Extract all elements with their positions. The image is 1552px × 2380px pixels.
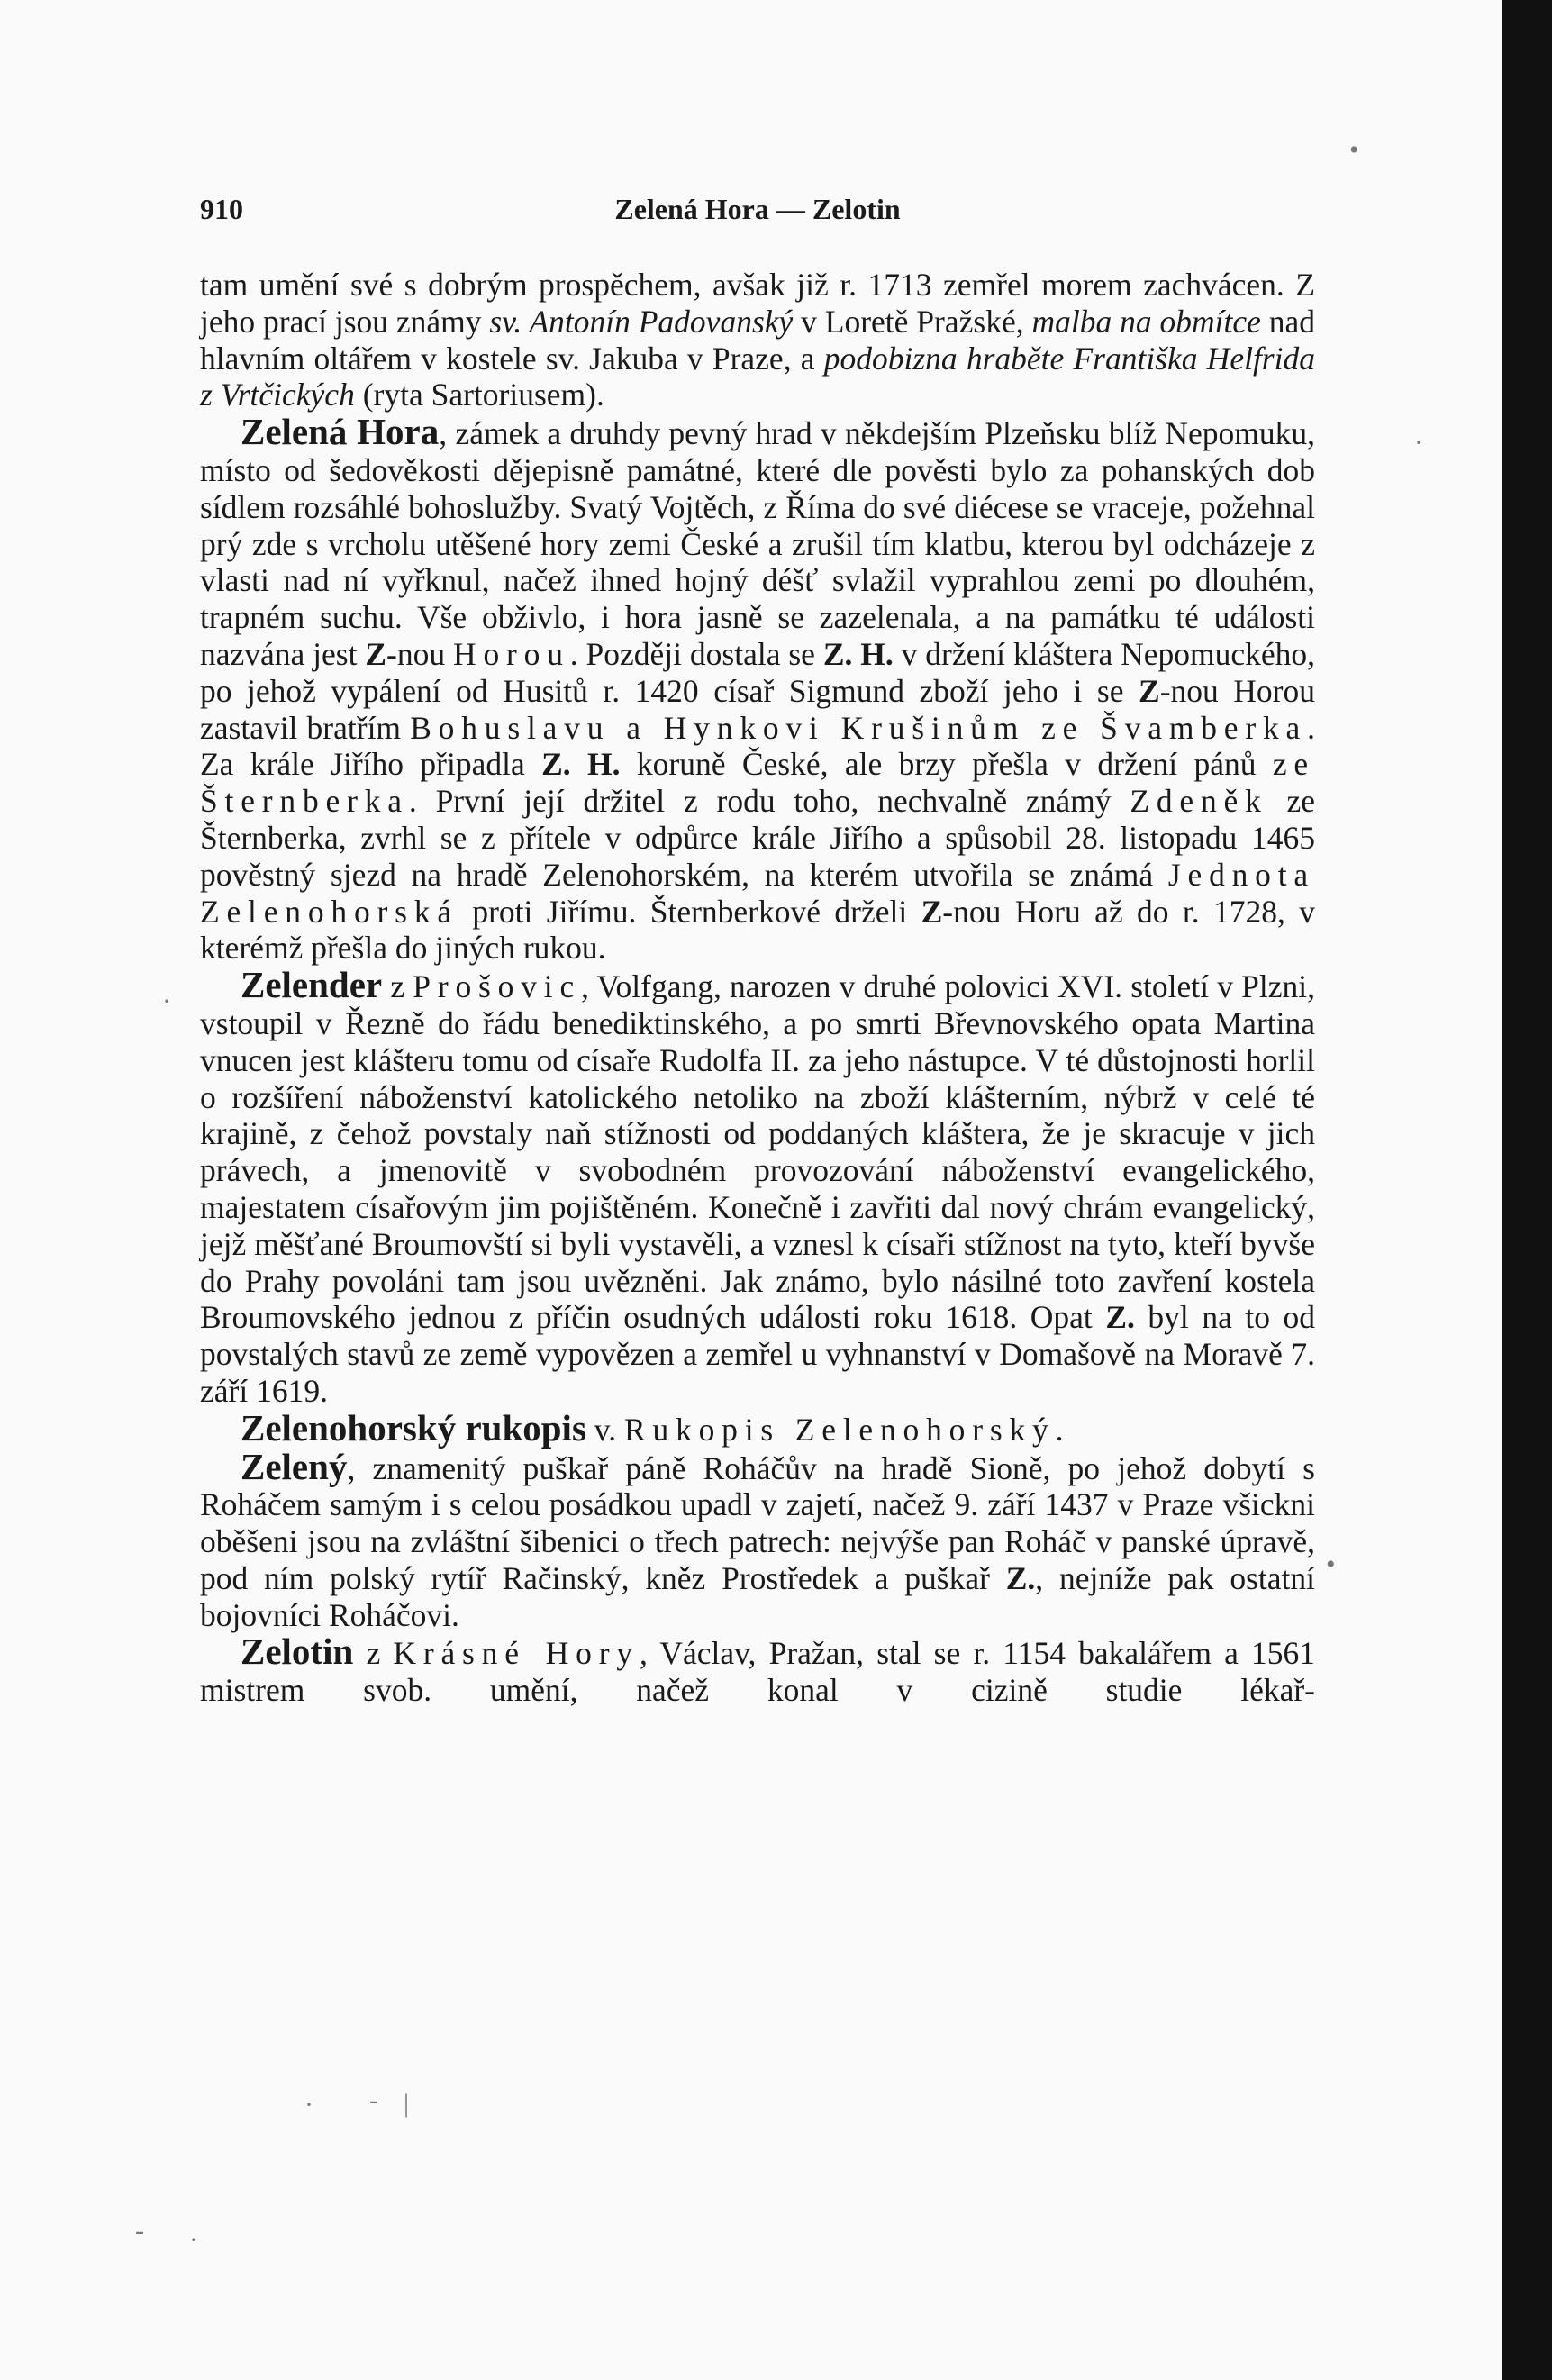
spaced-name: ze Šternberka <box>200 746 1315 820</box>
text-run: ze Šternberka, zvrhl se z přítele v odpůrce krále Jiřího a spůsobil 28. listopadu 1465 pověstný sjezd na hradě Zelenohorském, na kterém utvořila se známá <box>200 783 1315 893</box>
text-run: , znamenitý puškař páně Roháčův na hradě Sioně, po jehož dobytí s Roháčem samým i s celou posádkou upadl v zajetí, načež 9. září 1437 v Praze všickni oběšeni jsou na zvláštní šibenici o třech patrech: nejvýše pan Roháč v panské úpravě, pod ním polský rytíř Račinský, kněz Prostředek a puškař <box>200 1449 1315 1596</box>
spaced-name: Bohuslavu a Hynkovi Krušinům ze Švamberka <box>410 709 1308 746</box>
spaced-name: Jednota Zelenohorská <box>200 856 1315 930</box>
text-run: . Za krále Jiřího připadla <box>200 709 1316 783</box>
spaced-name: Krásné Hory <box>393 1635 640 1672</box>
bold-abbrev: Z. H. <box>822 635 894 672</box>
text-run: tam umění své s dobrým prospěchem, avšak již r. 1713 zemřel morem zachvácen. Z jeho prací jsou známy <box>200 267 1315 340</box>
text-run: byl na to od povstalých stavů ze země vypovězen a zemřel u vyhnanství v Domašově na Moravě 7. září 1619. <box>200 1299 1315 1409</box>
text-run: (ryta Sartoriusem). <box>354 377 604 413</box>
text-run: -nou <box>386 635 454 672</box>
entry-zelender <box>200 964 1315 1410</box>
spaced-name: Zdeněk <box>1130 783 1268 820</box>
scan-speck: - <box>369 2085 378 2115</box>
text-run: -nou Horou zastavil bratřím <box>200 672 1315 746</box>
text-run: , Václav, Pražan, stal se r. 1154 bakalářem a 1561 mistrem svob. umění, načež konal v cizině studie lékař- <box>200 1635 1315 1709</box>
text-run: . První její držitel z rodu toho, nechvalně známý <box>408 783 1130 820</box>
text-run: . <box>1055 1411 1064 1448</box>
text-run: v držení kláštera Nepomuckého, po jehož vypálení od Husitů r. 1420 císař Sigmund zboží jeho i se <box>200 635 1316 709</box>
scan-speck: · <box>1414 428 1423 458</box>
headword: Zelený <box>241 1445 348 1487</box>
text-run: nad hlavním oltářem v kostele sv. Jakuba v Praze, a <box>200 303 1315 377</box>
bold-abbrev: Z <box>365 635 387 672</box>
body-text <box>200 267 1315 1709</box>
scan-speck: | <box>404 2088 410 2118</box>
entry-zelenohorsky-rukopis <box>200 1406 1315 1449</box>
text-run: z <box>382 968 413 1005</box>
bold-abbrev: Z <box>1139 672 1160 709</box>
headword: Zelenohorský rukopis <box>241 1406 586 1449</box>
text-run: koruně České, ale brzy přešla v držení pánů <box>620 746 1273 783</box>
entry-zeleny <box>200 1445 1315 1634</box>
bold-abbrev: Z <box>921 893 943 930</box>
text-run: proti Jiřímu. Šternberkové drželi <box>458 893 921 930</box>
text-run: v Loretě Pražské, <box>793 303 1032 340</box>
page-header <box>200 193 1315 229</box>
headword: Zelotin <box>241 1631 354 1673</box>
bold-abbrev: Z. <box>1105 1299 1135 1336</box>
text-run: , zámek a druhdy pevný hrad v někdejším Plzeňsku blíž Nepomuku, místo od šedověkosti dějepisně památné, které dle pověsti bylo za pohanských dob sídlem rozsáhlé bohoslužby. Svatý Vojtěch, z Říma do své diécese se vraceje, požehnal prý zde s vrcholu utěšené hory zemi České a zrušil tím klatbu, kterou byl odcházeje z vlasti nad ní vyřknul, načež ihned hojný déšť svlažil vyprahlou zemi po dlouhém, trapném suchu. Vše obživlo, i hora jasně se zazelenala, a na památku té události nazvána jest <box>200 415 1316 672</box>
headword: Zelená Hora <box>241 411 440 453</box>
scan-speck: • <box>1326 1549 1336 1579</box>
text-run: , nejníže pak ostatní bojovníci Roháčovi. <box>200 1559 1315 1633</box>
scan-speck: • <box>1349 135 1359 165</box>
bold-abbrev: Z. H. <box>541 746 621 783</box>
italic-title: sv. Antonín Padovanský <box>489 303 794 340</box>
scan-speck: · <box>162 986 171 1016</box>
entry-continuation <box>200 267 1315 413</box>
spaced-name: Horou <box>453 635 570 672</box>
spaced-name: Prošovic <box>413 968 582 1005</box>
entry-zelena-hora <box>200 413 1315 967</box>
scan-speck: · <box>304 2090 313 2120</box>
italic-title: malba na obmítce <box>1031 303 1261 340</box>
entry-zelotin <box>200 1633 1315 1709</box>
italic-title: podobizna hraběte Františka Helfrida z Vrtčických <box>200 340 1315 413</box>
text-run: . Později dostala se <box>569 635 823 672</box>
text-run: z <box>353 1635 394 1672</box>
running-title: Zelená Hora — Zelotin <box>614 193 901 225</box>
text-run: v. <box>585 1411 624 1448</box>
page-number: 910 <box>200 193 243 225</box>
text-run: -nou Horu až do r. 1728, v kterémž přešla do jiných rukou. <box>200 893 1315 967</box>
page-edge-shadow <box>1502 0 1552 2380</box>
bold-abbrev: Z. <box>1005 1559 1036 1596</box>
text-run: , Volfgang, narozen v druhé polovici XVI. století v Plzni, vstoupil v Řezně do řádu benediktinského, a po smrti Břevnovského opata Martina vnucen jest klášteru tomu od císaře Rudolfa II. za jeho nástupce. V té důstojnosti horlil o rozšíření náboženství katolického netoliko na zboží klášterním, nýbrž v celé té krajině, z čehož povstaly naň stížnosti od poddaných kláštera, že je skracuje v jich právech, a jmenovitě v svobodném provozování náboženství evangelického, majestatem císařovým jim pojištěném. Konečně i zavřiti dal nový chrám evangelický, jejž měšťané Broumovští si byli vystavěli, a vznesl k císaři stížnost na tyto, kteří byvše do Prahy povoláni tam jsou uvězněni. Jak známo, bylo násilné toto zavření kostela Broumovského jednou z příčin osudných události roku 1618. Opat <box>200 968 1315 1336</box>
scan-speck: - <box>135 2216 144 2246</box>
scan-speck: · <box>189 2225 198 2255</box>
spaced-name: Rukopis Zelenohorský <box>623 1411 1056 1448</box>
headword: Zelender <box>241 964 383 1006</box>
